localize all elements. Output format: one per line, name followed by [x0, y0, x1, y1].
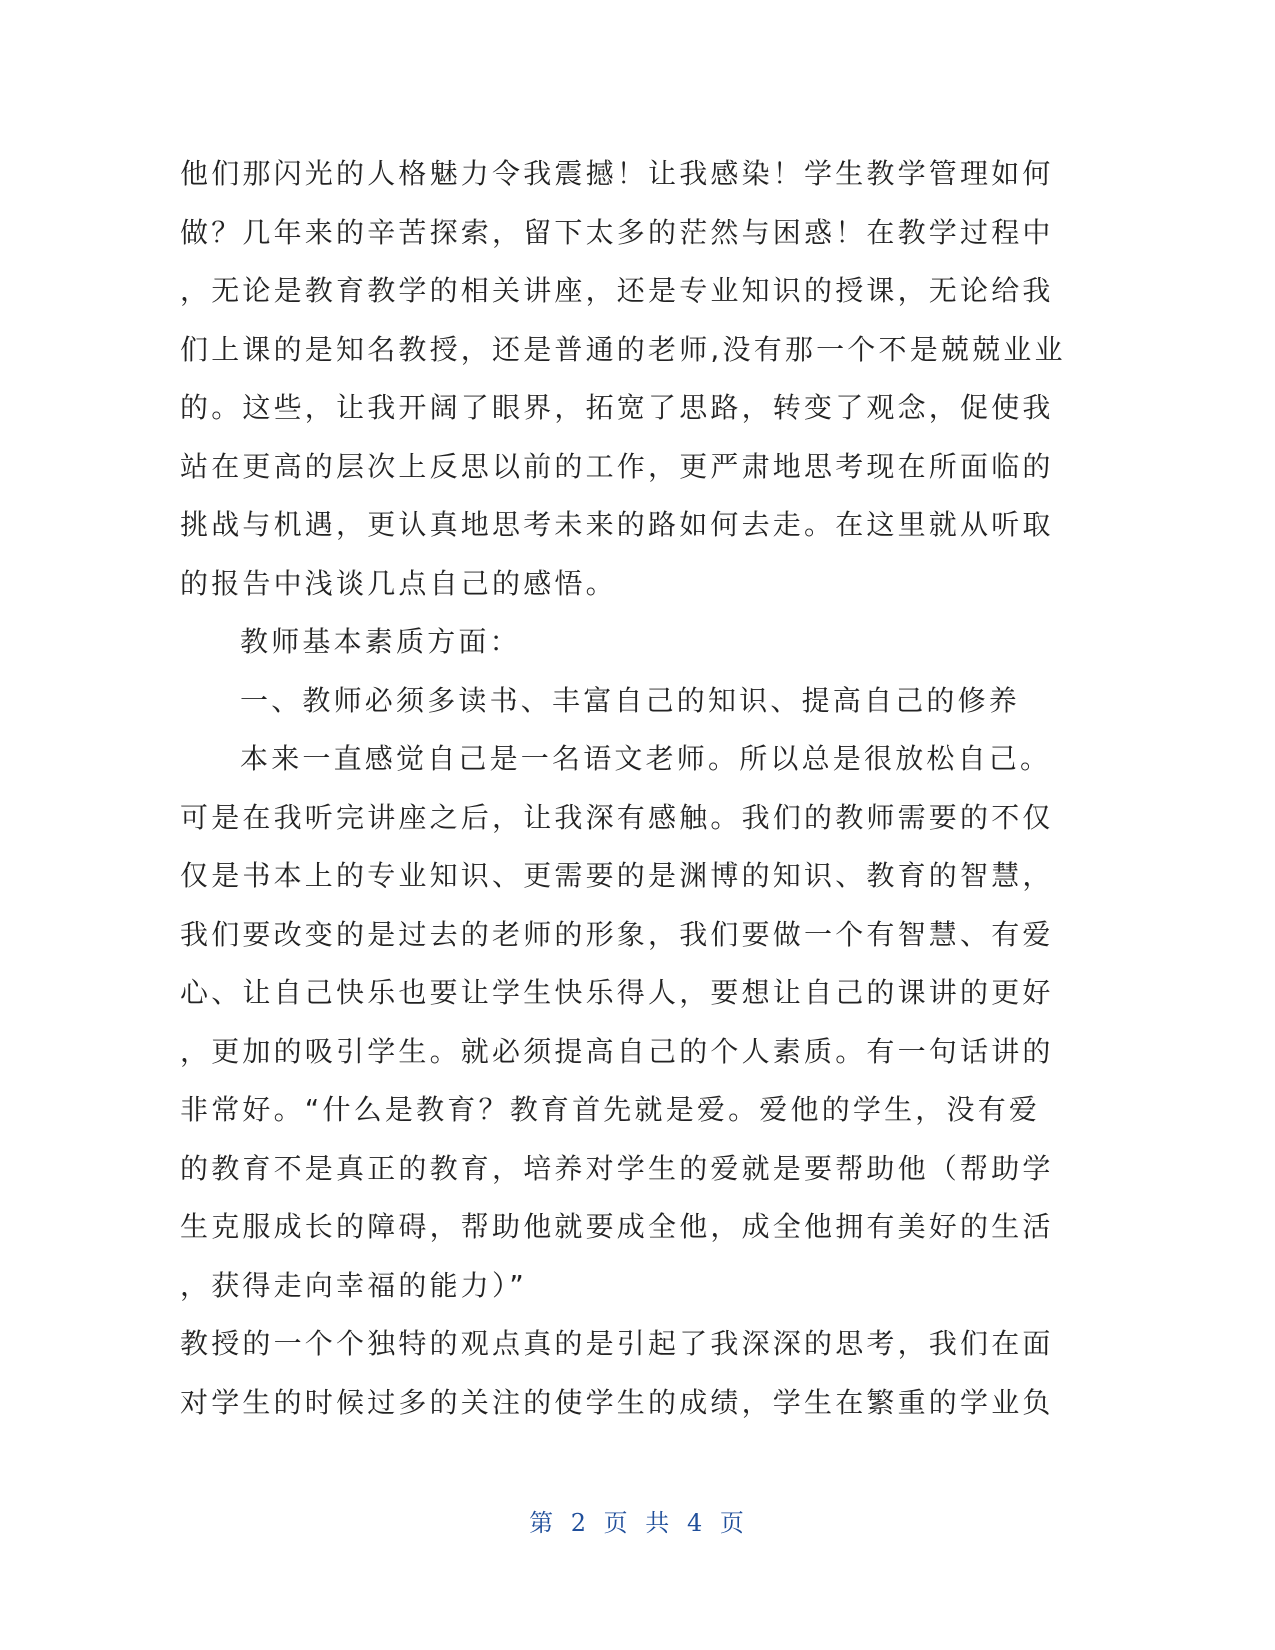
- text-line: 可是在我听完讲座之后，让我深有感触。我们的教师需要的不仅: [180, 800, 1054, 834]
- text-line: 对学生的时候过多的关注的使学生的成绩，学生在繁重的学业负: [180, 1385, 1054, 1419]
- text-line: ，获得走向幸福的能力）”: [180, 1268, 527, 1302]
- text-line: 做？几年来的辛苦探索，留下太多的茫然与困惑！在教学过程中: [180, 215, 1054, 249]
- text-line: 的教育不是真正的教育，培养对学生的爱就是要帮助他（帮助学: [180, 1151, 1054, 1185]
- text-line: 他们那闪光的人格魅力令我震撼！让我感染！学生教学管理如何: [180, 157, 1054, 190]
- text-line: 我们要改变的是过去的老师的形象，我们要做一个有智慧、有爱: [180, 917, 1054, 951]
- text-line: 心、让自己快乐也要让学生快乐得人，要想让自己的课讲的更好: [180, 976, 1054, 1009]
- text-line: 们上课的是知名教授，还是普通的老师,没有那一个不是兢兢业业: [180, 332, 1066, 366]
- text-line: 生克服成长的障碍，帮助他就要成全他，成全他拥有美好的生活: [180, 1210, 1054, 1243]
- text-line: ，更加的吸引学生。就必须提高自己的个人素质。有一句话讲的: [180, 1034, 1054, 1068]
- text-line: ，无论是教育教学的相关讲座，还是专业知识的授课，无论给我: [180, 274, 1054, 307]
- text-line: 非常好。“什么是教育？教育首先就是爱。爱他的学生，没有爱: [180, 1093, 1041, 1126]
- text-line: 的报告中浅谈几点自己的感悟。: [180, 566, 617, 600]
- section-heading: 教师基本素质方面：: [240, 625, 521, 658]
- text-line: 挑战与机遇，更认真地思考未来的路如何去走。在这里就从听取: [180, 508, 1054, 541]
- page-number-footer: 第 2 页 共 4 页: [529, 1509, 746, 1537]
- subsection-heading: 一、教师必须多读书、丰富自己的知识、提高自己的修养: [240, 683, 1021, 717]
- text-line: 的。这些，让我开阔了眼界，拓宽了思路，转变了观念，促使我: [180, 391, 1054, 424]
- text-line: 仅是书本上的专业知识、更需要的是渊博的知识、教育的智慧，: [180, 859, 1054, 892]
- text-line: 教授的一个个独特的观点真的是引起了我深深的思考，我们在面: [180, 1327, 1054, 1360]
- text-line: 本来一直感觉自己是一名语文老师。所以总是很放松自己。: [240, 742, 1052, 775]
- body-text: [180, 145, 1066, 1432]
- text-line: 站在更高的层次上反思以前的工作，更严肃地思考现在所面临的: [180, 449, 1054, 483]
